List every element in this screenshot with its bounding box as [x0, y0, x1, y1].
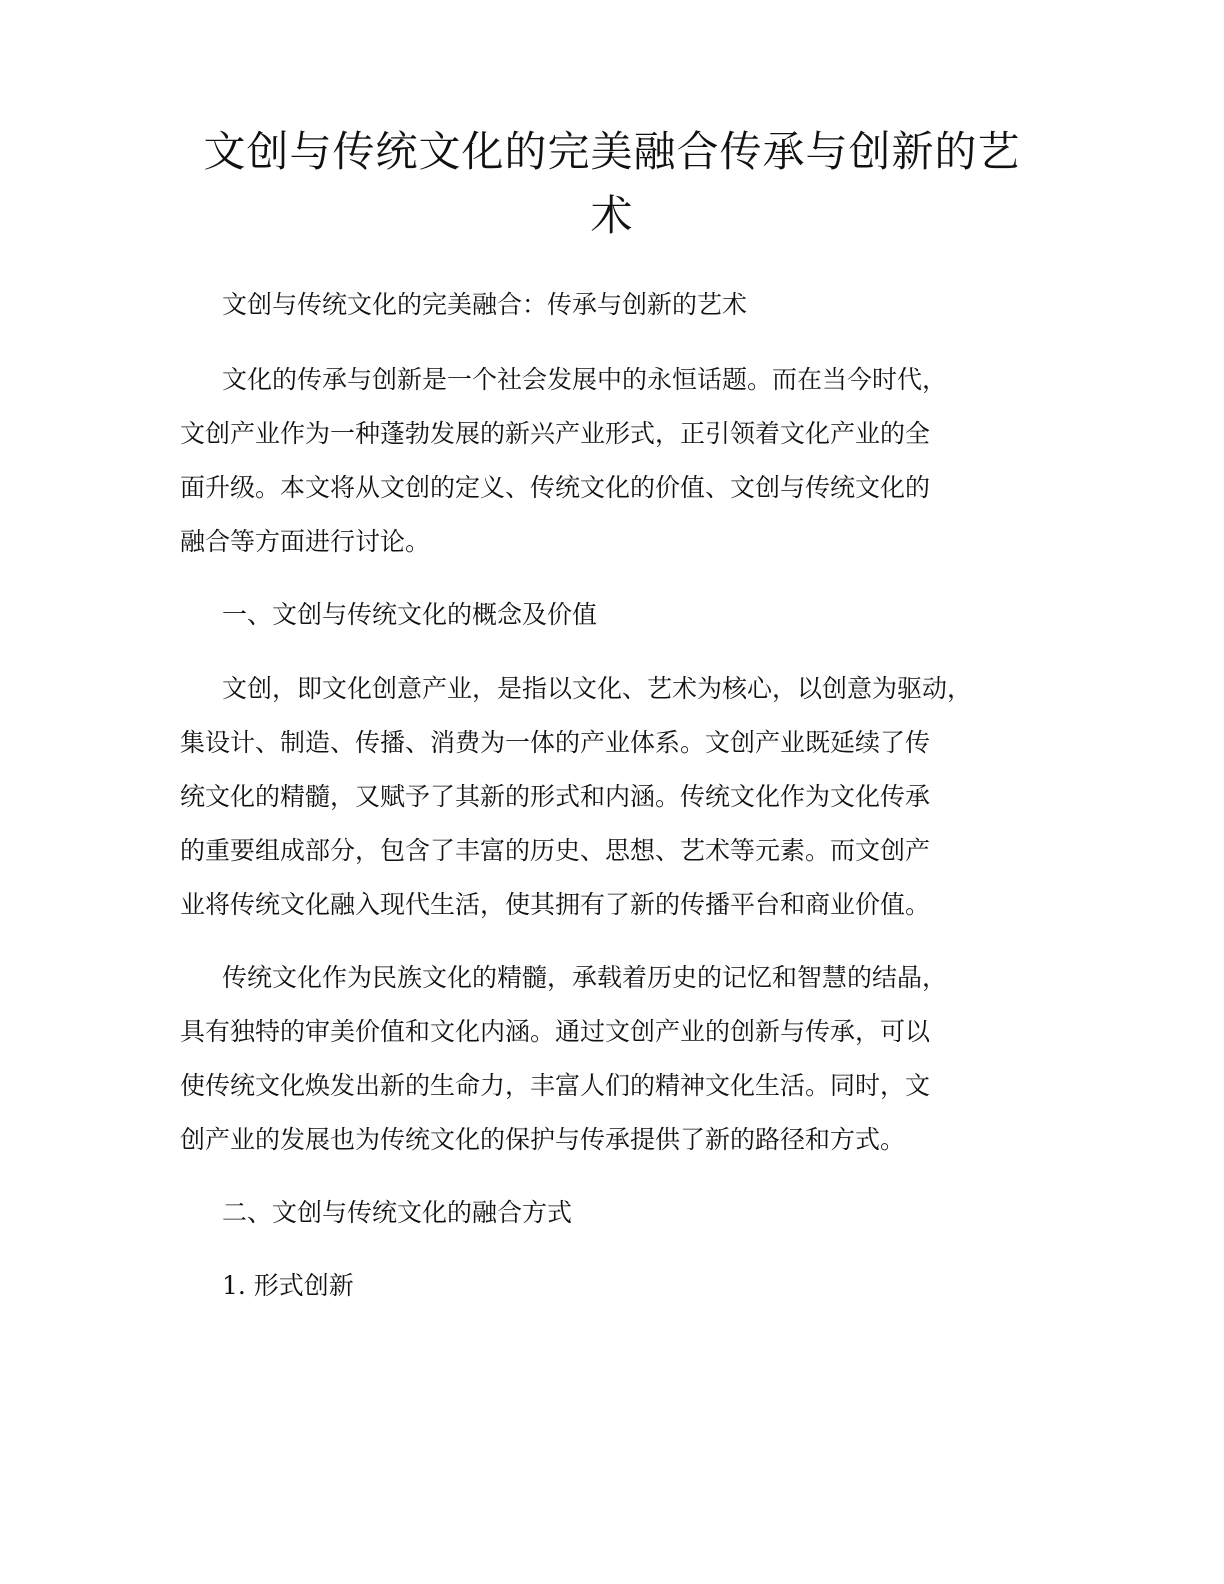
paragraph-line: 文化的传承与创新是一个社会发展中的永恒话题。而在当今时代，: [222, 365, 948, 394]
paragraph-line: 具有独特的审美价值和文化内涵。通过文创产业的创新与传承，可以: [180, 1017, 931, 1046]
subsection-heading: [180, 1259, 1050, 1313]
heading-line: 一、文创与传统文化的概念及价值: [222, 600, 598, 629]
paragraph-line: 集设计、制造、传播、消费为一体的产业体系。文创产业既延续了传: [180, 728, 931, 757]
heading-line: 1. 形式创新: [222, 1271, 354, 1300]
title-line-1: 文创与传统文化的完美融合传承与创新的艺: [203, 127, 1021, 176]
paragraph-line: 业将传统文化融入现代生活，使其拥有了新的传播平台和商业价值。: [180, 890, 931, 919]
section-heading-2: [180, 1186, 1050, 1240]
paragraph-line: 融合等方面进行讨论。: [180, 527, 431, 556]
subtitle-paragraph: [180, 278, 1050, 332]
paragraph-line: 文创产业作为一种蓬勃发展的新兴产业形式，正引领着文化产业的全: [180, 419, 931, 448]
concept-paragraph: [180, 662, 1050, 932]
paragraph-line: 创产业的发展也为传统文化的保护与传承提供了新的路径和方式。: [180, 1125, 906, 1154]
paragraph-line: 文创，即文化创意产业，是指以文化、艺术为核心，以创意为驱动，: [222, 674, 973, 703]
paragraph-line: 传统文化作为民族文化的精髓，承载着历史的记忆和智慧的结晶，: [222, 963, 948, 992]
paragraph-line: 文创与传统文化的完美融合：传承与创新的艺术: [222, 290, 748, 319]
paragraph-line: 统文化的精髓，又赋予了其新的形式和内涵。传统文化作为文化传承: [180, 782, 931, 811]
section-heading-1: [180, 588, 1050, 642]
paragraph-line: 使传统文化焕发出新的生命力，丰富人们的精神文化生活。同时，文: [180, 1071, 931, 1100]
paragraph-line: 面升级。本文将从文创的定义、传统文化的价值、文创与传统文化的: [180, 473, 931, 502]
value-paragraph: [180, 951, 1050, 1167]
title-line-2: 术: [590, 191, 634, 240]
paragraph-line: 的重要组成部分，包含了丰富的历史、思想、艺术等元素。而文创产: [180, 836, 931, 865]
document-title: [180, 120, 1044, 248]
intro-paragraph: [180, 353, 1050, 569]
heading-line: 二、文创与传统文化的融合方式: [222, 1198, 573, 1227]
